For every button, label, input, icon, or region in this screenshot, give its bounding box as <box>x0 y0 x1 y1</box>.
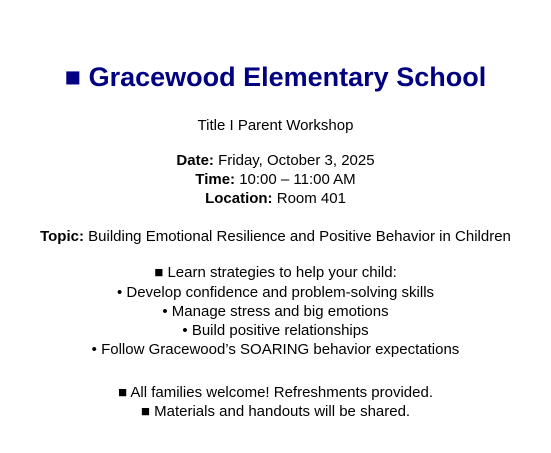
time-label: Time: <box>195 171 236 188</box>
location-line <box>0 189 551 208</box>
topic-line <box>0 227 551 246</box>
date-label: Date: <box>176 152 214 169</box>
materials-note: ■ Materials and handouts will be shared. <box>140 403 411 420</box>
topic-label: Topic: <box>40 228 84 245</box>
learn-item: • Develop confidence and problem-solving skills <box>116 284 435 301</box>
families-welcome-note: ■ All families welcome! Refreshments provided. <box>117 384 433 401</box>
learn-item: • Manage stress and big emotions <box>162 303 389 320</box>
learn-item: • Follow Gracewood’s SOARING behavior expectations <box>91 341 460 358</box>
location-value: Room 401 <box>272 190 346 207</box>
location-label: Location: <box>205 190 273 207</box>
topic-value: Building Emotional Resilience and Positive Behavior in Children <box>83 228 511 245</box>
learn-item: • Build positive relationships <box>182 322 369 339</box>
learn-heading: ■ Learn strategies to help your child: <box>154 264 397 281</box>
date-value: Friday, October 3, 2025 <box>213 152 375 169</box>
school-title: ■ Gracewood Elementary School <box>64 62 487 92</box>
time-value: 10:00 – 11:00 AM <box>235 171 356 188</box>
time-line <box>0 170 551 189</box>
workshop-subtitle: Title I Parent Workshop <box>197 117 354 134</box>
date-line <box>0 151 551 170</box>
